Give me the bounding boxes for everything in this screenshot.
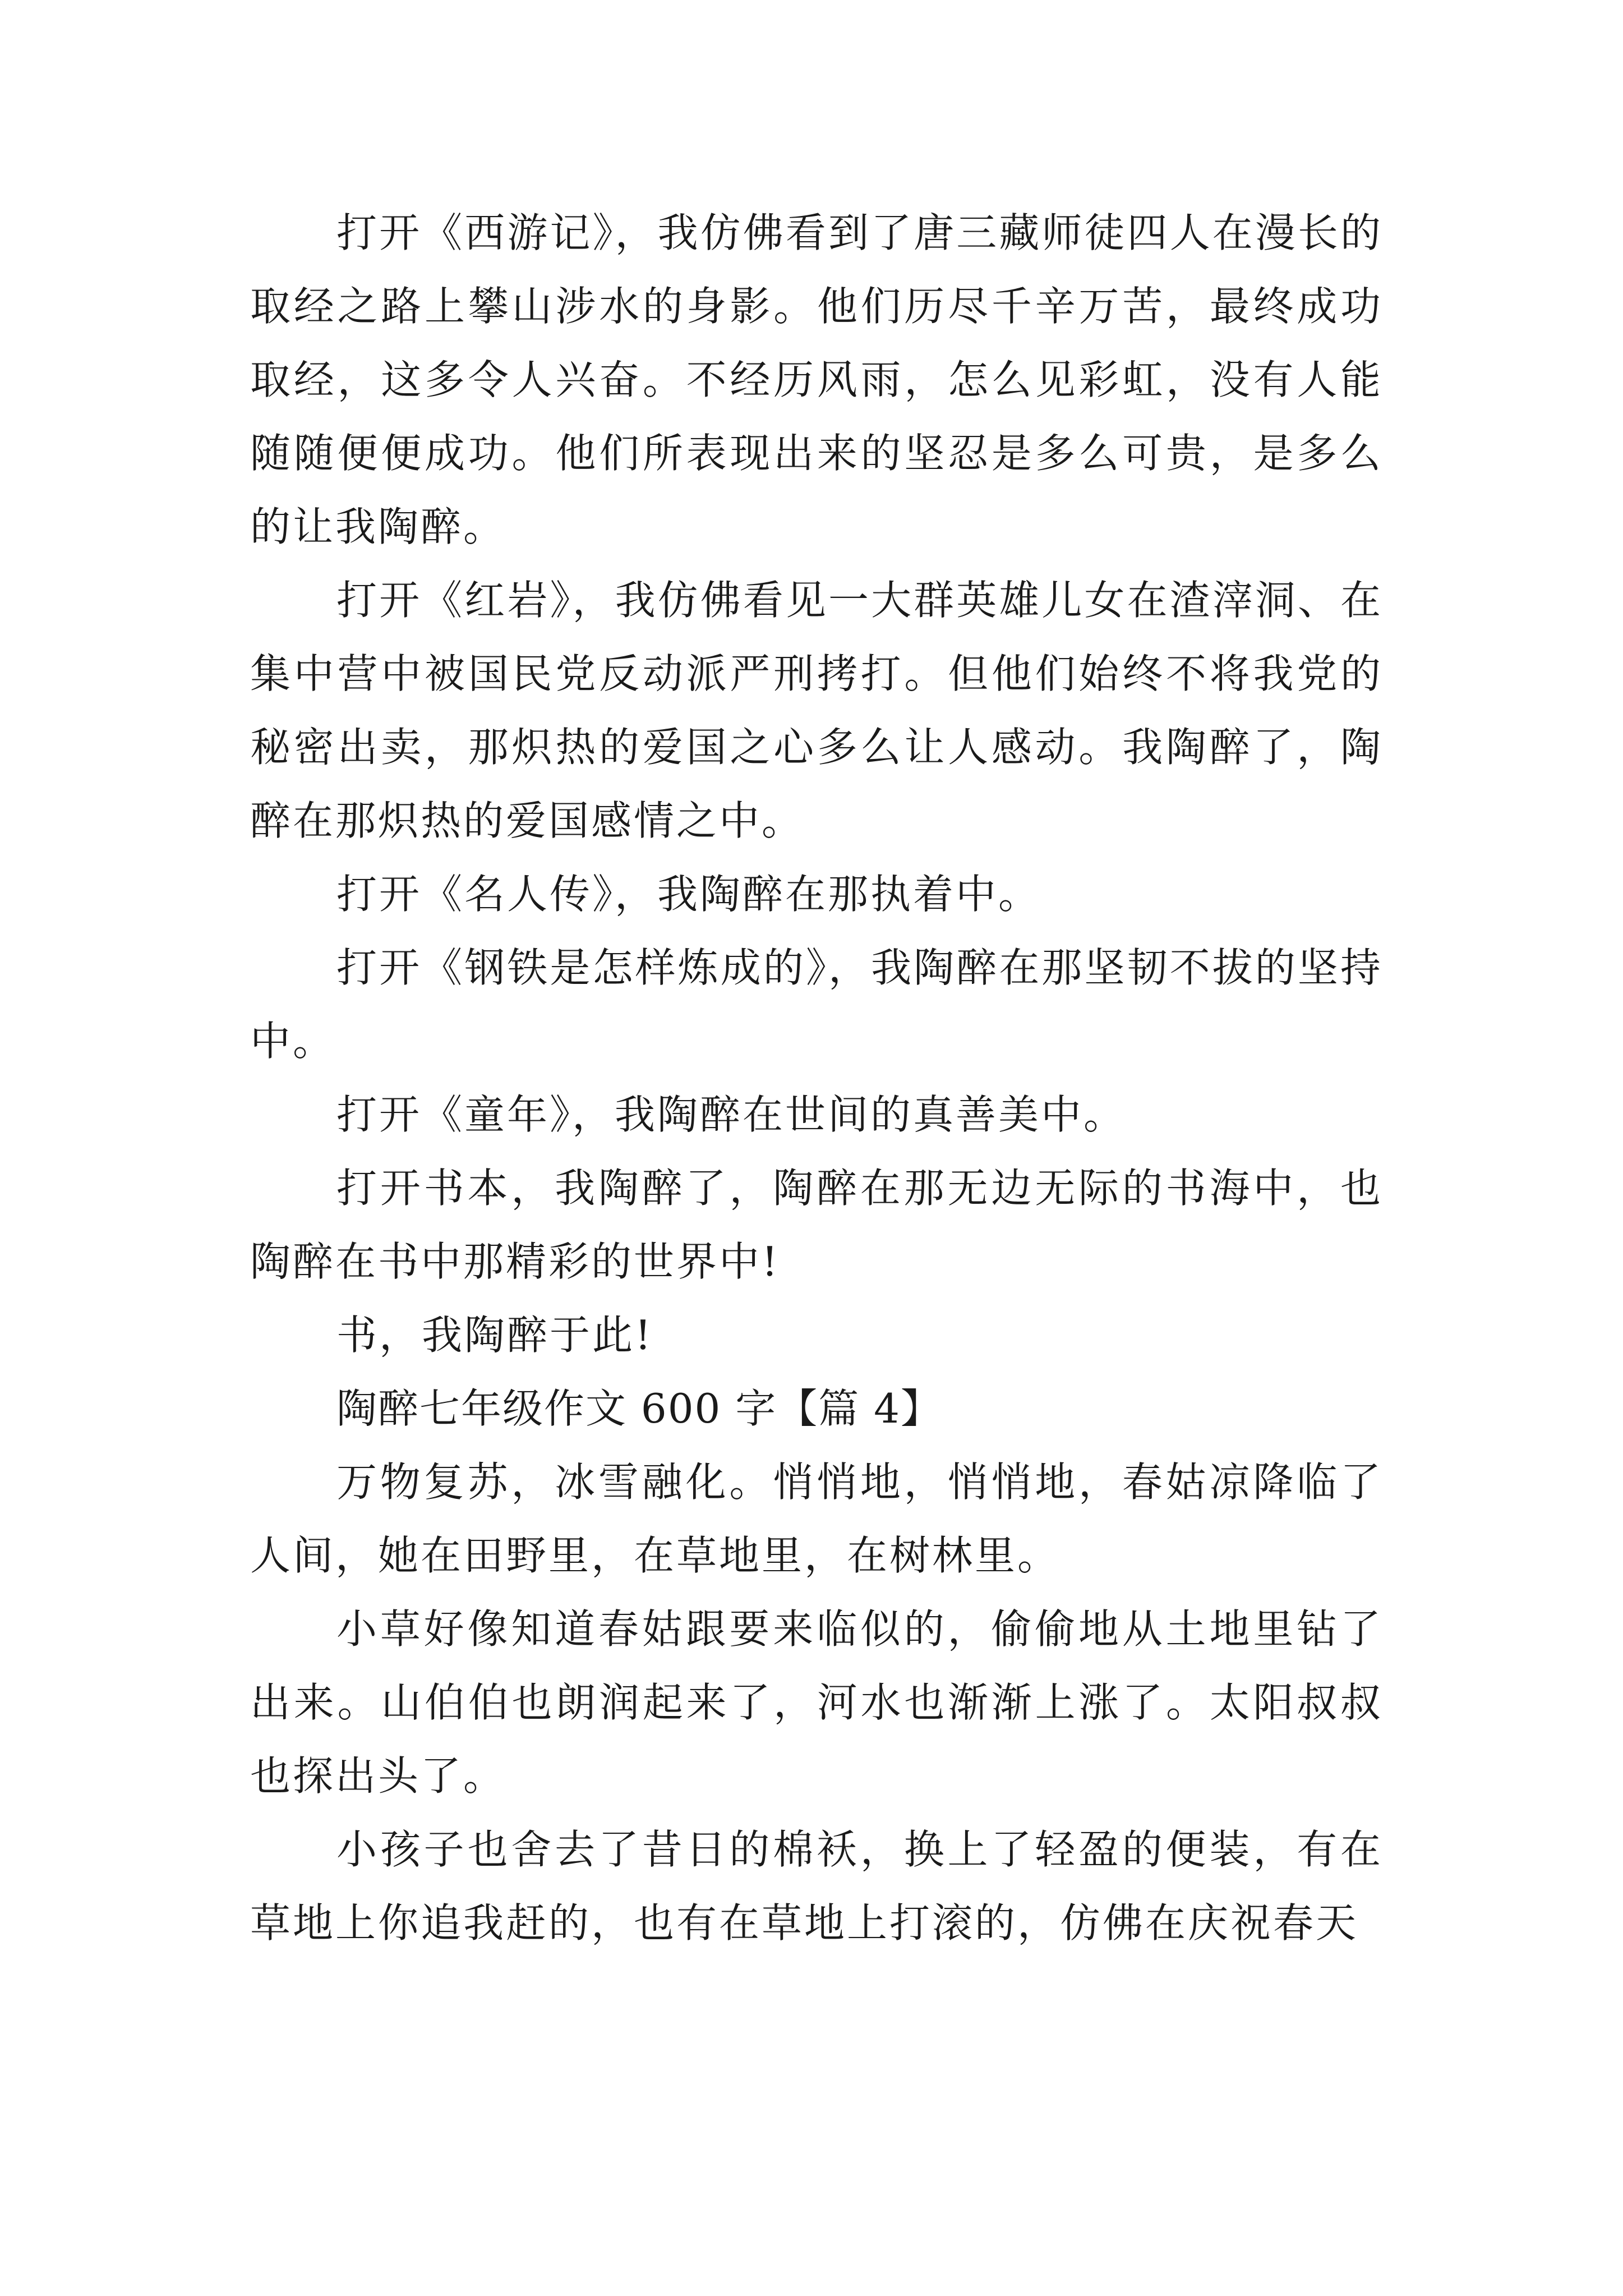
paragraph-book-conclusion: 书，我陶醉于此!: [336, 1312, 653, 1359]
paragraph-red-crag: 打开《红岩》，我仿佛看见一大群英雄儿女在渣滓洞、在集中营中被国民党反动派严刑拷打。但他们始终不将我党的秘密出卖，那炽热的爱国之心多么让人感动。我陶醉了，陶醉在那炽热的爱国感情之中。: [250, 577, 1383, 844]
paragraph-steel: 打开《钢铁是怎样炼成的》，我陶醉在那坚韧不拔的坚持中。: [250, 944, 1383, 1065]
document-body: [250, 196, 1383, 1960]
paragraph-children: 小孩子也舍去了昔日的棉袄，换上了轻盈的便装，有在草地上你追我赶的，也有在草地上打滚的，仿佛在庆祝春天: [250, 1826, 1383, 1947]
paragraph-childhood: 打开《童年》，我陶醉在世间的真善美中。: [336, 1091, 1127, 1138]
paragraph-journey-to-the-west: 打开《西游记》，我仿佛看到了唐三藏师徒四人在漫长的取经之路上攀山涉水的身影。他们历尽千辛万苦，最终成功取经，这多令人兴奋。不经历风雨，怎么见彩虹，没有人能随随便便成功。他们所表现出来的坚忍是多么可贵，是多么的让我陶醉。: [250, 209, 1383, 550]
paragraph-grass: 小草好像知道春姑跟要来临似的，偷偷地从土地里钻了出来。山伯伯也朗润起来了，河水也渐渐上涨了。太阳叔叔也探出头了。: [250, 1605, 1383, 1800]
paragraph-biographies: 打开《名人传》，我陶醉在那执着中。: [336, 871, 1041, 918]
paragraph-open-book: 打开书本，我陶醉了，陶醉在那无边无际的书海中，也陶醉在书中那精彩的世界中!: [250, 1165, 1383, 1285]
paragraph-spring-arrives: 万物复苏，冰雪融化。悄悄地，悄悄地，春姑凉降临了人间，她在田野里，在草地里，在树林里。: [250, 1458, 1383, 1579]
essay-heading: 陶醉七年级作文 600 字【篇 4】: [336, 1385, 942, 1432]
